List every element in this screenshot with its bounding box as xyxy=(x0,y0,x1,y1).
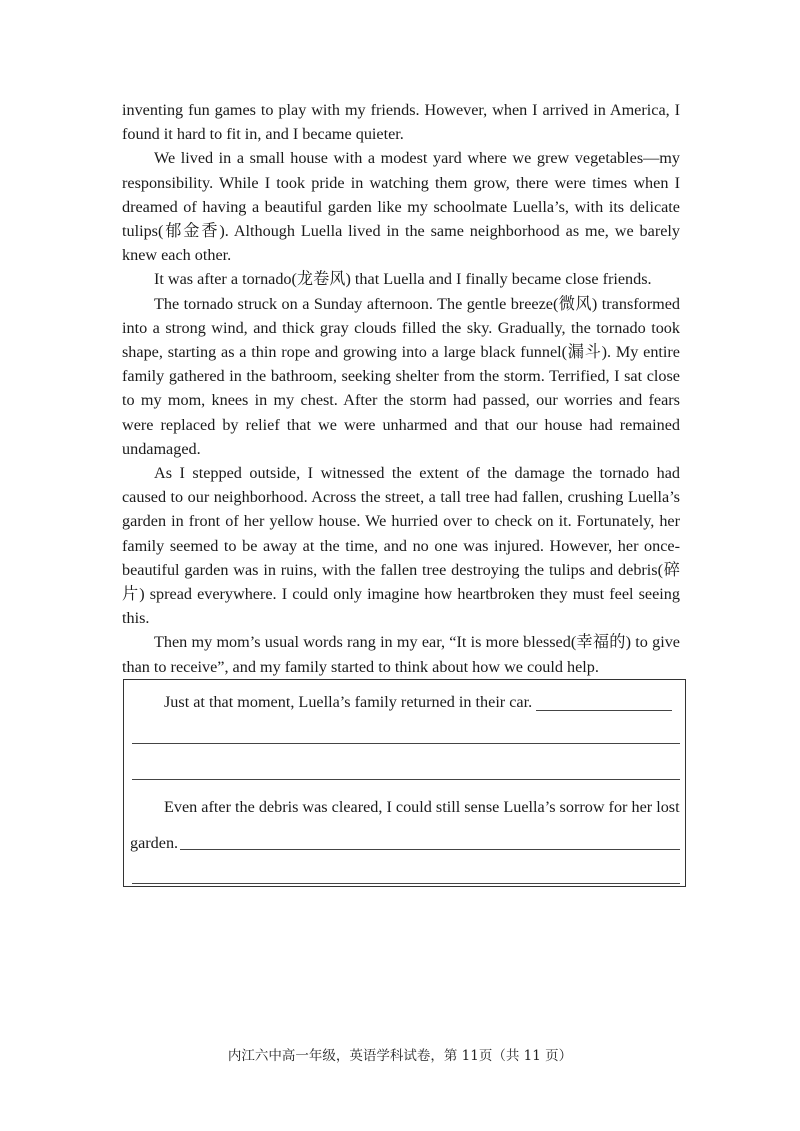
answer-blank[interactable] xyxy=(536,710,672,711)
page-footer: 内江六中高一年级，英语学科试卷，第 11页（共 11 页） xyxy=(227,1048,573,1064)
answer-line[interactable] xyxy=(132,883,680,884)
paragraph-2: We lived in a small house with a modest yard where we grew vegetables—my responsibility. While I took pride in watching them grow, there were times when I dreamed of having a beautiful garden like my schoolmate Luella’s, with its delicate tulips(郁金香). Although Luella lived in the same neighborhood as me, we barely knew each other. xyxy=(122,149,680,265)
paragraph-5: As I stepped outside, I witnessed the extent of the damage the tornado had caused to our neighborhood. Across the street, a tall tree had fallen, crushing Luella’s garden in front of her yellow house. We hurried over to check on it. Fortunately, her family seemed to be away at the time, and no one was injured. However, her once-beautiful garden was in ruins, with the fallen tree destroying the tulips and debris(碎片) spread everywhere. I could only imagine how heartbroken they must feel seeing this. xyxy=(122,464,680,628)
answer-line[interactable] xyxy=(132,779,680,780)
paragraph-3: It was after a tornado(龙卷风) that Luella and I finally became close friends. xyxy=(154,270,652,289)
continuation-prompt-1: Just at that moment, Luella’s family returned in their car. xyxy=(164,693,533,711)
paragraph-6: Then my mom’s usual words rang in my ear, “It is more blessed(幸福的) to give than to receive”, and my family started to think about how we could help. xyxy=(122,633,680,676)
continuation-prompt-2-end: garden. xyxy=(130,834,179,852)
passage xyxy=(122,98,680,679)
paragraph-1: inventing fun games to play with my friends. However, when I arrived in America, I found it hard to fit in, and I became quieter. xyxy=(122,101,680,144)
paragraph-4: The tornado struck on a Sunday afternoon. The gentle breeze(微风) transformed into a strong wind, and thick gray clouds filled the sky. Gradually, the tornado took shape, starting as a thin rope and growing into a large black funnel(漏斗). My entire family gathered in the bathroom, seeking shelter from the storm. Terrified, I sat close to my mom, knees in my chest. After the storm had passed, our worries and fears were replaced by relief that we were unharmed and that our house had remained undamaged. xyxy=(122,294,680,458)
continuation-prompt-2: Even after the debris was cleared, I could still sense Luella’s sorrow for her lost xyxy=(164,798,680,816)
answer-blank[interactable] xyxy=(180,849,680,850)
writing-answer-box xyxy=(123,679,686,887)
answer-line[interactable] xyxy=(132,743,680,744)
